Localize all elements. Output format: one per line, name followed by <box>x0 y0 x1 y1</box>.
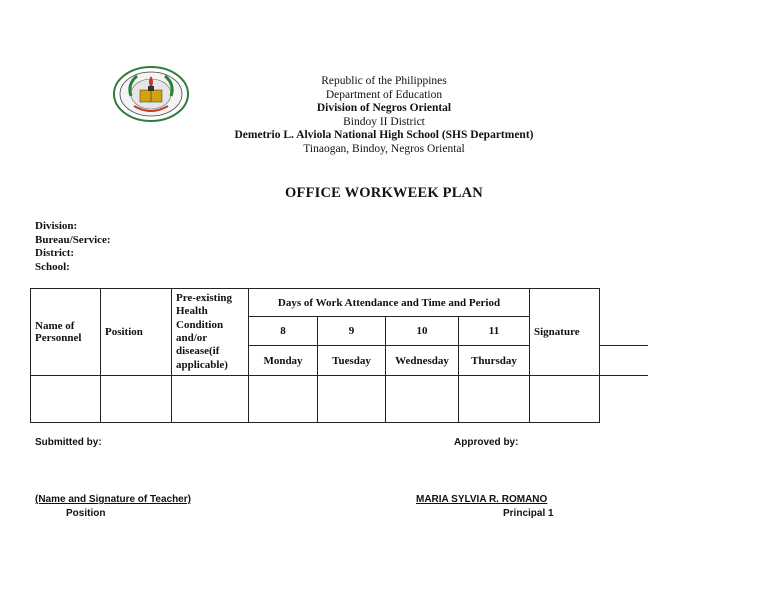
day-date: 8 <box>249 317 318 346</box>
field-school: School: <box>35 260 70 273</box>
approver-name: MARIA SYLVIA R. ROMANO <box>416 494 548 505</box>
page-title: OFFICE WORKWEEK PLAN <box>285 185 483 201</box>
header-address: Tinaogan, Bindoy, Negros Oriental <box>303 142 465 155</box>
col-header-days: Days of Work Attendance and Time and Period <box>249 289 530 317</box>
col-header-name: Name of Personnel <box>31 289 101 376</box>
teacher-position: Position <box>66 508 106 519</box>
day-name: Thursday <box>459 346 530 376</box>
day-date: 11 <box>459 317 530 346</box>
day-name: Wednesday <box>386 346 459 376</box>
letterhead <box>200 75 568 157</box>
day-name: Tuesday <box>318 346 386 376</box>
table-cell <box>31 376 101 423</box>
approver-position: Principal 1 <box>503 508 554 519</box>
col-header-health: Pre-existing Health Condition and/or disease(if applicable) <box>172 289 249 376</box>
table-row <box>31 376 648 423</box>
submitted-by-label: Submitted by: <box>35 437 102 448</box>
table-cell <box>249 376 318 423</box>
day-name: Monday <box>249 346 318 376</box>
table-cell <box>318 376 386 423</box>
header-spacer <box>600 346 648 376</box>
table-cell <box>530 376 600 423</box>
day-date: 9 <box>318 317 386 346</box>
header-line-republic: Republic of the Philippines <box>321 75 447 87</box>
teacher-name-signature: (Name and Signature of Teacher) <box>35 494 191 505</box>
table-cell <box>101 376 172 423</box>
header-line-division: Division of Negros Oriental <box>316 102 452 115</box>
info-fields <box>35 220 111 274</box>
field-district: District: <box>35 247 75 260</box>
header-line-district: Bindoy II District <box>343 115 425 128</box>
day-date: 10 <box>386 317 459 346</box>
approved-by-label: Approved by: <box>454 437 519 448</box>
header-line-department: Department of Education <box>325 88 443 101</box>
field-bureau: Bureau/Service: <box>35 233 111 246</box>
school-seal-logo <box>112 66 190 122</box>
col-header-position: Position <box>101 289 172 376</box>
table-cell <box>459 376 530 423</box>
table-cell <box>172 376 249 423</box>
table-cell <box>386 376 459 423</box>
header-spacer <box>600 289 648 317</box>
header-school-name: Demetrio L. Alviola National High School (SHS Department) <box>234 129 534 142</box>
table-cell-spacer <box>600 376 648 423</box>
workweek-table <box>30 288 648 423</box>
col-header-signature: Signature <box>530 289 600 376</box>
field-division: Division: <box>35 220 78 232</box>
header-spacer <box>600 317 648 346</box>
